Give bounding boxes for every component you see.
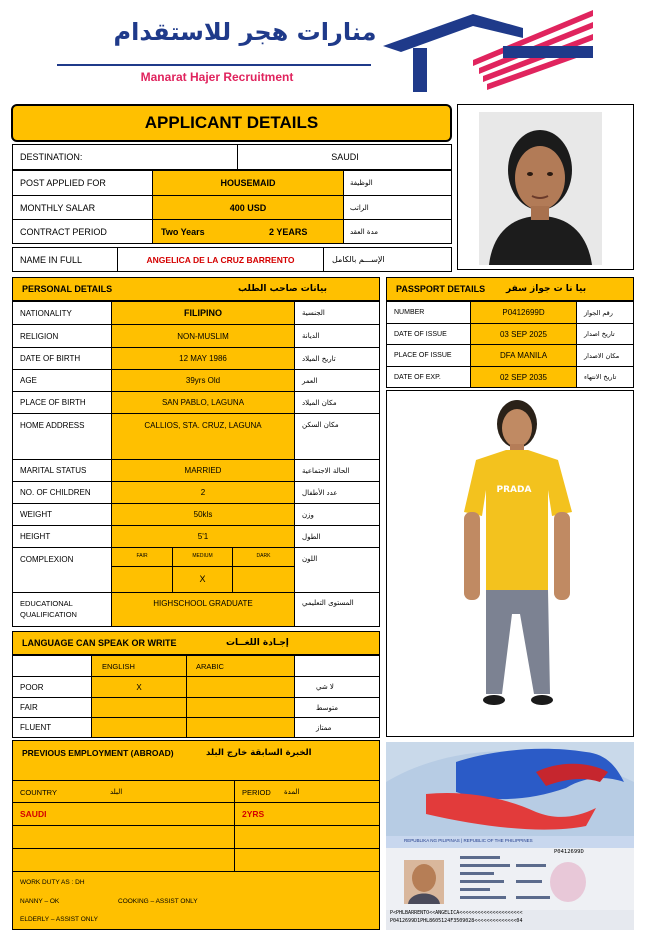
name-value: ANGELICA DE LA CRUZ BARRENTO bbox=[146, 254, 295, 265]
age-label: AGE bbox=[20, 376, 37, 385]
complexion-label: COMPLEXION bbox=[20, 554, 74, 564]
education-label-line2: QUALIFICATION bbox=[20, 610, 77, 619]
nationality-arabic: الجنسية bbox=[302, 309, 325, 317]
issue-place-arabic: مكان الاصدار bbox=[584, 351, 620, 360]
religion-label: RELIGION bbox=[20, 331, 59, 341]
post-arabic: الوظيفة bbox=[350, 179, 373, 187]
weight-value: 50kls bbox=[193, 510, 213, 519]
height-value: 5'1 bbox=[197, 532, 209, 541]
address-label: HOME ADDRESS bbox=[20, 420, 85, 430]
passport-header-arabic: بيا نا ت جواز سفر bbox=[506, 284, 587, 294]
marital-arabic: الحالة الاجتماعية bbox=[302, 466, 350, 475]
name-label: NAME IN FULL bbox=[20, 254, 83, 265]
passport-scan-mrz-2: P0412699D1PHL8605124F3509028<<<<<<<<<<<<<<04 bbox=[390, 918, 523, 924]
education-label bbox=[20, 598, 77, 620]
age-value: 39yrs Old bbox=[185, 376, 221, 385]
destination-label: DESTINATION: bbox=[20, 152, 83, 162]
education-arabic: المستوى التعليمي bbox=[302, 599, 354, 607]
logo-underline bbox=[57, 64, 371, 66]
passport-scan bbox=[386, 742, 634, 930]
address-value: CALLIOS, STA. CRUZ, LAGUNA bbox=[144, 420, 262, 430]
nationality-label: NATIONALITY bbox=[20, 308, 72, 318]
complexion-arabic: اللون bbox=[302, 555, 318, 563]
language-header-arabic: إجـادة اللغــات bbox=[226, 638, 289, 648]
nationality-value: FILIPINO bbox=[184, 308, 222, 318]
applicant-headshot bbox=[479, 112, 602, 265]
language-fluent-english bbox=[92, 718, 186, 737]
svg-text:PRADA: PRADA bbox=[496, 485, 532, 495]
issue-place-value: DFA MANILA bbox=[499, 351, 548, 360]
employment-country-label: COUNTRY bbox=[20, 787, 57, 797]
language-fluent-label: FLUENT bbox=[20, 723, 52, 732]
language-fluent-arabic bbox=[187, 718, 294, 737]
salary-arabic: الراتب bbox=[350, 203, 369, 212]
duty-line-2b: COOKING – ASSIST ONLY bbox=[118, 897, 198, 905]
employment-period-value: 2YRS bbox=[242, 809, 265, 819]
name-arabic: الإســـم بالكامل bbox=[332, 255, 385, 264]
personal-header-label: PERSONAL DETAILS bbox=[22, 284, 113, 294]
passport-scan-mrz-1: P<PHLBARRENTO<<ANGELICA<<<<<<<<<<<<<<<<<<<<< bbox=[390, 910, 523, 916]
salary-label: MONTHLY SALAR bbox=[20, 202, 96, 213]
passport-number-value: P0412699D bbox=[502, 308, 545, 317]
language-fair-arabic bbox=[187, 698, 294, 717]
personal-header-arabic: بيانات صاحب الطلب bbox=[238, 284, 328, 294]
language-col-english: ENGLISH bbox=[102, 661, 135, 671]
page-title-text: APPLICANT DETAILS bbox=[144, 113, 319, 132]
language-fluent-ar: ممتاز bbox=[316, 723, 332, 732]
education-label-line1: EDUCATIONAL bbox=[20, 599, 73, 608]
contract-label: CONTRACT PERIOD bbox=[20, 226, 107, 237]
language-poor-label: POOR bbox=[20, 682, 44, 692]
contract-value-words: Two Years bbox=[161, 226, 205, 237]
post-value: HOUSEMAID bbox=[220, 178, 276, 188]
logo-arabic-text: منارات هجر للاستقدام bbox=[113, 18, 377, 46]
birthplace-label: PLACE OF BIRTH bbox=[20, 398, 86, 407]
salary-value: 400 USD bbox=[229, 202, 267, 213]
employment-period-label: PERIOD bbox=[242, 787, 271, 797]
logo-house-icon bbox=[383, 8, 625, 94]
birthplace-arabic: مكان الميلاد bbox=[302, 398, 337, 407]
address-arabic: مكان السكن bbox=[302, 421, 339, 429]
employment-country-value: SAUDI bbox=[20, 809, 47, 819]
passport-scan-number: P0412699D bbox=[554, 849, 584, 855]
children-arabic: عدد الأطفال bbox=[302, 488, 338, 497]
complexion-fair: FAIR bbox=[136, 553, 148, 559]
language-poor-ar: لا شي bbox=[316, 683, 334, 691]
duty-line-1: WORK DUTY AS : DH bbox=[20, 878, 85, 886]
children-label: NO. OF CHILDREN bbox=[20, 488, 91, 497]
dob-value: 12 MAY 1986 bbox=[179, 354, 227, 363]
employment-header-arabic: الخبرة السابقة خارج البلد bbox=[206, 748, 312, 758]
expiry-label: DATE OF EXP. bbox=[394, 373, 441, 381]
language-fair-ar: متوسط bbox=[316, 703, 338, 712]
weight-label: WEIGHT bbox=[20, 510, 52, 519]
height-label: HEIGHT bbox=[20, 532, 51, 541]
dob-arabic: تاريخ الميلاد bbox=[302, 354, 336, 363]
age-arabic: العمر bbox=[302, 376, 318, 385]
passport-number-arabic: رقم الجواز bbox=[584, 308, 613, 317]
destination-value: SAUDI bbox=[331, 152, 359, 162]
page-title bbox=[11, 104, 452, 142]
duty-line-2a: NANNY – OK bbox=[20, 897, 60, 905]
language-col-arabic: ARABIC bbox=[196, 661, 224, 671]
language-fair-label: FAIR bbox=[20, 703, 38, 712]
complexion-medium: MEDIUM bbox=[192, 553, 213, 559]
issue-place-label: PLACE OF ISSUE bbox=[394, 352, 452, 359]
language-poor-english: X bbox=[136, 682, 142, 692]
complexion-mark: X bbox=[199, 574, 206, 584]
language-fair-english bbox=[92, 698, 186, 717]
contract-arabic: مدة العقد bbox=[350, 227, 378, 236]
birthplace-value: SAN PABLO, LAGUNA bbox=[161, 398, 245, 407]
post-label: POST APPLIED FOR bbox=[20, 178, 106, 188]
language-poor-arabic bbox=[187, 677, 294, 697]
logo-english-text: Manarat Hajer Recruitment bbox=[140, 70, 294, 84]
passport-number-label: NUMBER bbox=[394, 309, 425, 316]
children-value: 2 bbox=[200, 488, 206, 497]
issue-date-value: 03 SEP 2025 bbox=[499, 329, 547, 339]
passport-scan-header: REPUBLIKA NG PILIPINAS | REPUBLIC OF THE PHILIPPINES bbox=[404, 838, 533, 843]
contract-value-caps: 2 YEARS bbox=[269, 226, 308, 237]
company-logo bbox=[55, 8, 625, 94]
religion-value: NON-MUSLIM bbox=[177, 331, 229, 341]
full-body-photo bbox=[440, 394, 590, 734]
issue-date-arabic: تاريخ اصدار bbox=[584, 330, 615, 338]
issue-date-label: DATE OF ISSUE bbox=[394, 330, 447, 338]
marital-label: MARITAL STATUS bbox=[20, 466, 87, 475]
employment-period-arabic: المدة bbox=[284, 788, 300, 796]
education-value: HIGHSCHOOL GRADUATE bbox=[153, 598, 253, 608]
height-arabic: الطول bbox=[302, 532, 321, 541]
religion-arabic: الديانة bbox=[302, 332, 320, 340]
dob-label: DATE OF BIRTH bbox=[20, 354, 81, 363]
marital-value: MARRIED bbox=[184, 466, 222, 475]
language-header-label: LANGUAGE CAN SPEAK OR WRITE bbox=[22, 638, 177, 648]
duty-line-3: ELDERLY – ASSIST ONLY bbox=[20, 915, 98, 923]
employment-country-arabic: البلد bbox=[110, 788, 123, 796]
expiry-arabic: تاريخ الانتهاء bbox=[584, 373, 617, 381]
passport-header-label: PASSPORT DETAILS bbox=[396, 284, 486, 294]
expiry-value: 02 SEP 2035 bbox=[499, 372, 547, 382]
complexion-dark: DARK bbox=[256, 553, 271, 559]
weight-arabic: وزن bbox=[302, 510, 314, 519]
employment-header-label: PREVIOUS EMPLOYMENT (ABROAD) bbox=[22, 748, 174, 758]
